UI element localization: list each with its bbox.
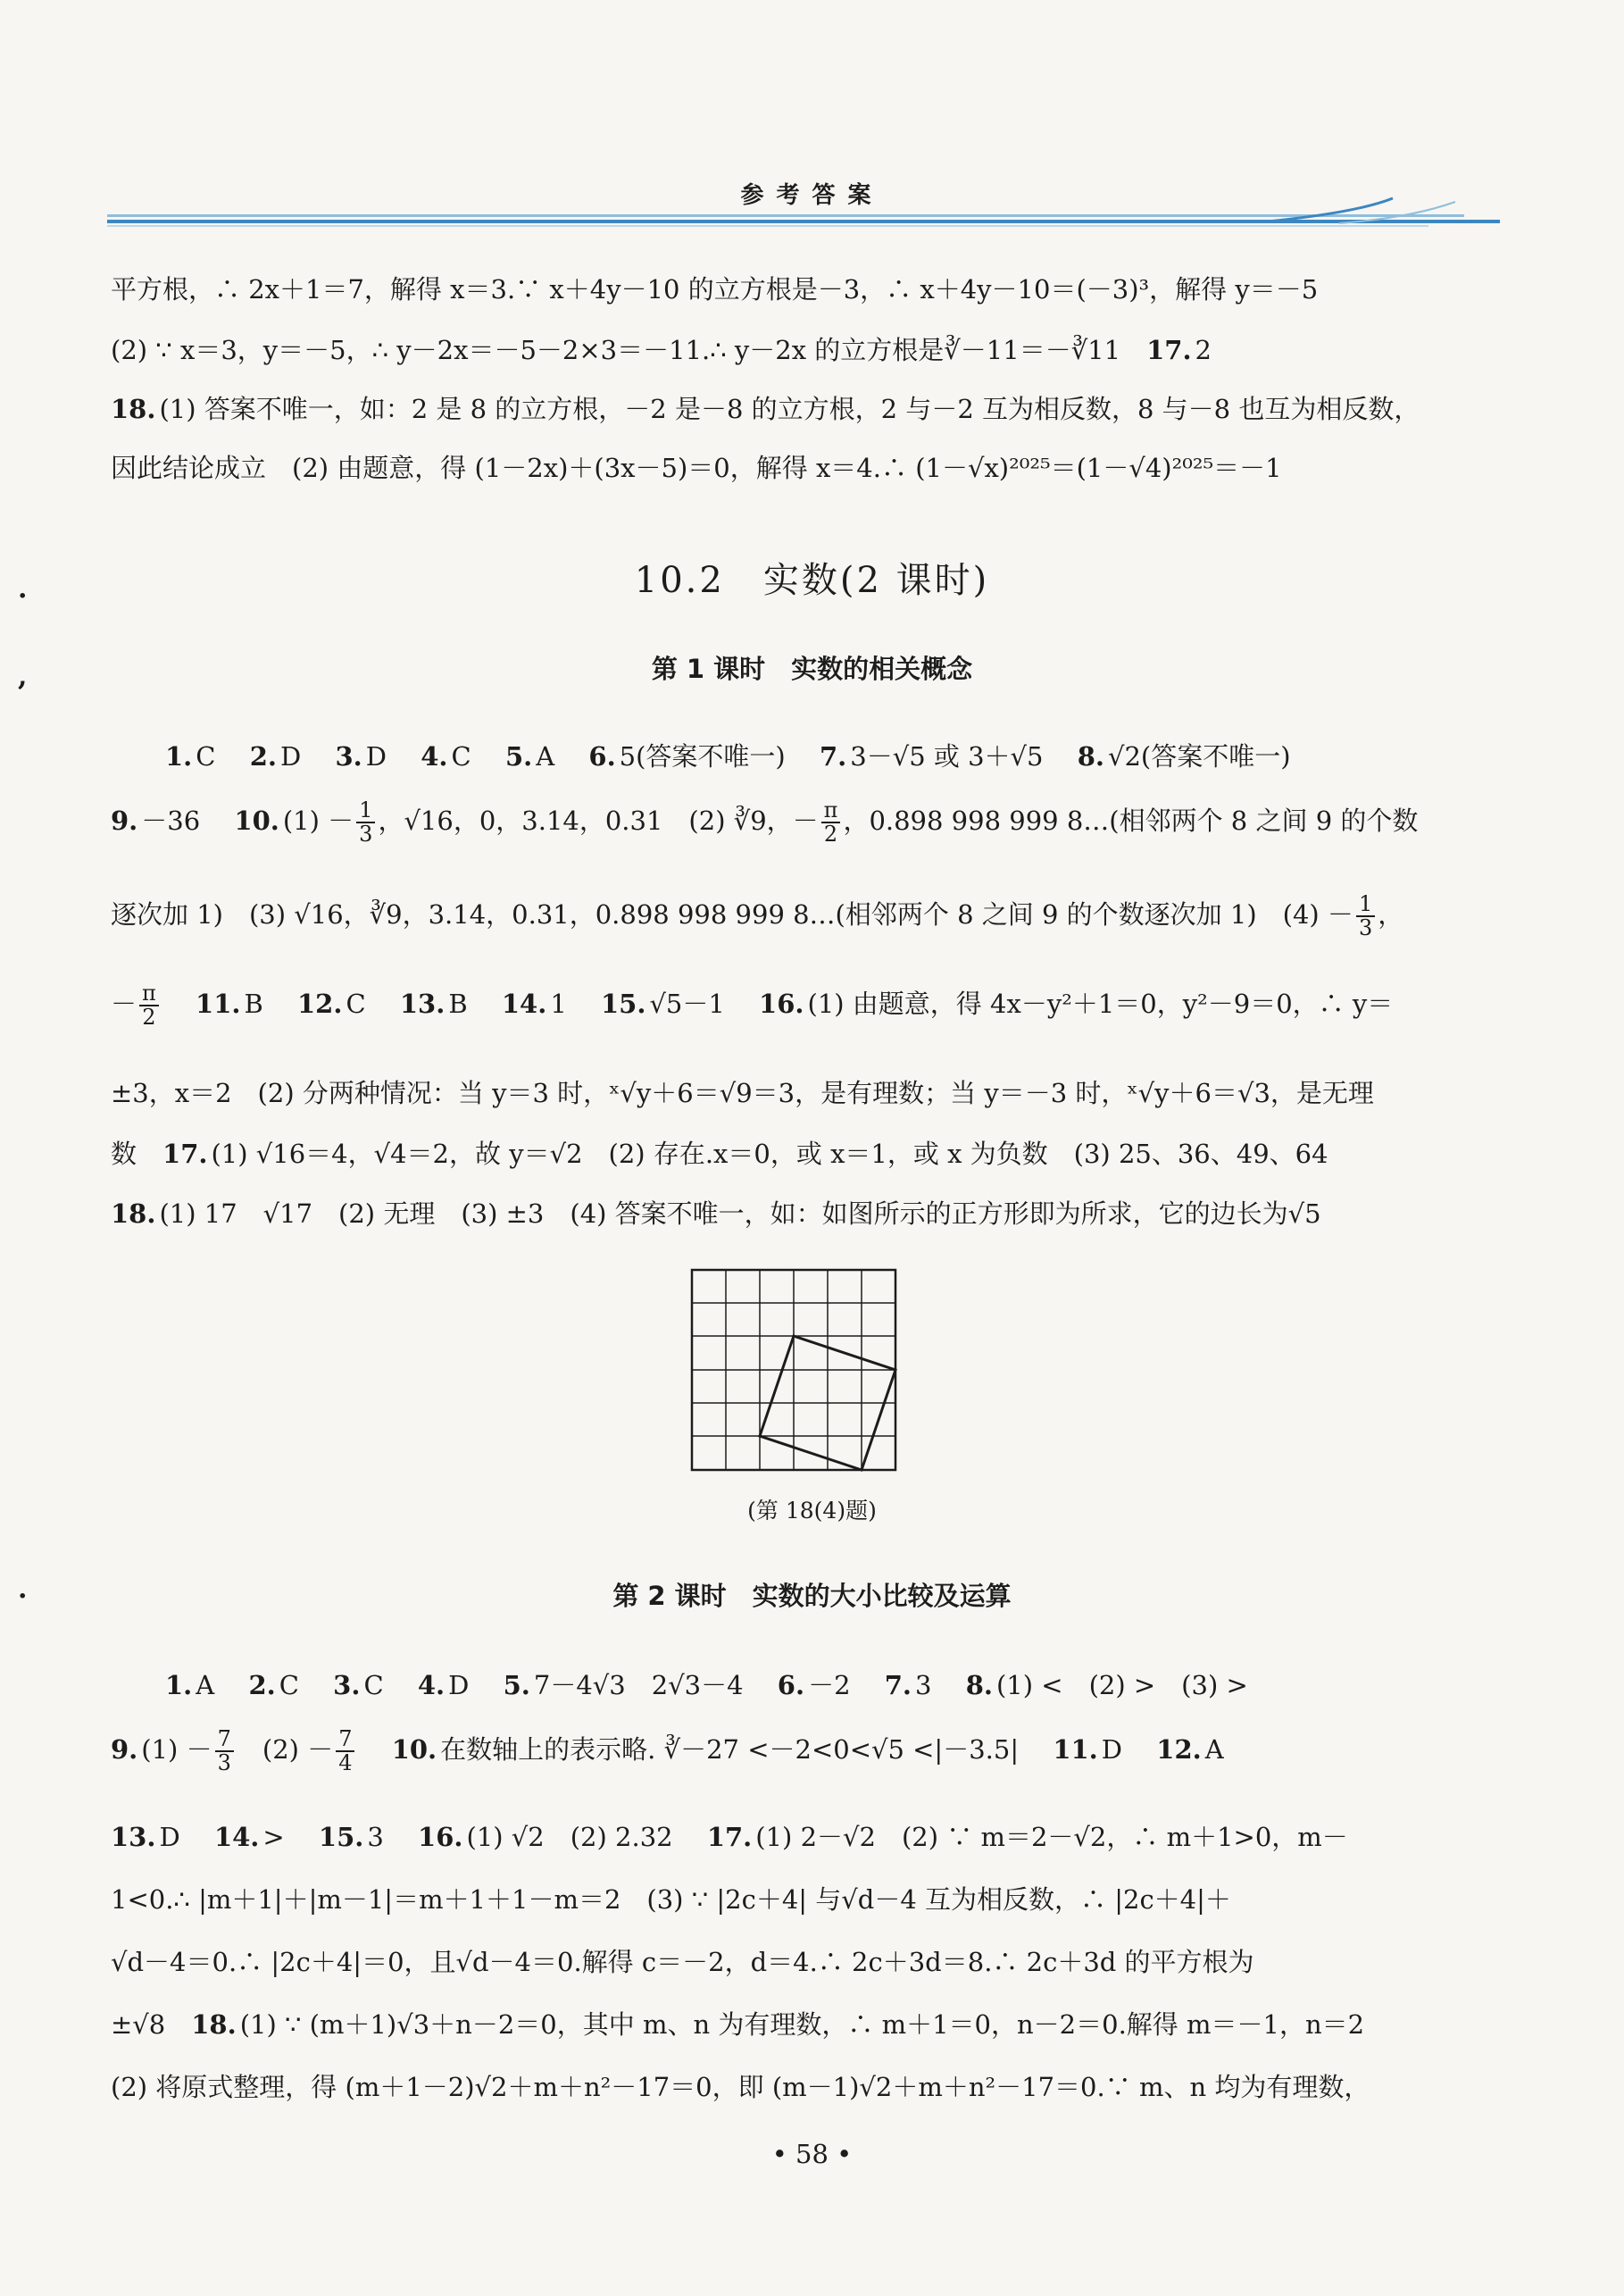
answer-line: 1<0.∴ |m＋1|＋|m－1|＝m＋1＋1－m＝2 (3) ∵ |2c＋4| 与√d－4 互为相反数，∴ |2c＋4|＋ <box>111 1884 1231 1915</box>
answer-line: (2) 将原式整理，得 (m＋1－2)√2＋m＋n²－17＝0，即 (m－1)√2＋m＋n²－17＝0.∵ m、n 均为有理数， <box>111 2072 1370 2102</box>
answer-line: ±√8 18. (1) ∵ (m＋1)√3＋n－2＝0，其中 m、n 为有理数，∴ m＋1＝0，n－2＝0.解得 m＝－1，n＝2 <box>111 2009 1365 2040</box>
lesson-title: 第 1 课时 实数的相关概念 <box>651 654 973 684</box>
answer-line: 因此结论成立 (2) 由题意，得 (1－2x)＋(3x－5)＝0，解得 x＝4.∴ (1－√x)²⁰²⁵＝(1－√4)²⁰²⁵＝－1 <box>111 453 1282 483</box>
answer-line: 1. C 2. D 3. D 4. C 5. A 6. 5(答案不唯一) 7. 3－√5 或 3＋√5 8. √2(答案不唯一) <box>165 741 1291 772</box>
answer-line: 9. (1) － $\frac{7}{3}$ (2) － $\frac{7}{4}$ 10. 在数轴上的表示略. ∛－27 <－2<0<√5 <|－3.5| 11. D 12. A <box>111 1726 1224 1776</box>
answer-line: 数 17. (1) √16＝4，√4＝2，故 y＝√2 (2) 存在.x＝0，或 x＝1，或 x 为负数 (3) 25、36、49、64 <box>111 1139 1328 1169</box>
header-title: 参考答案 <box>740 182 884 209</box>
answer-line: 18. (1) 答案不唯一，如：2 是 8 的立方根，－2 是－8 的立方根，2 与－2 互为相反数，8 与－8 也互为相反数， <box>111 394 1420 424</box>
fraction: $\frac{7}{3}$ <box>215 1728 234 1774</box>
page-number: • 58 • <box>771 2139 853 2169</box>
fraction: $\frac{\pi}{2}$ <box>139 982 159 1029</box>
header-decoration <box>107 195 1500 230</box>
fraction: $\frac{1}{3}$ <box>356 799 375 846</box>
margin-mark: , <box>18 661 28 692</box>
answer-line: 18. (1) 17 √17 (2) 无理 (3) ±3 (4) 答案不唯一，如：如图所示的正方形即为所求，它的边长为√5 <box>111 1198 1321 1229</box>
fraction: $\frac{7}{4}$ <box>336 1728 354 1774</box>
answer-line: ±3，x＝2 (2) 分两种情况：当 y＝3 时，ˣ√y＋6＝√9＝3，是有理数；当 y＝－3 时，ˣ√y＋6＝√3，是无理 <box>111 1078 1374 1108</box>
answer-line: 13. D 14. > 15. 3 16. (1) √2 (2) 2.32 17. (1) 2－√2 (2) ∵ m＝2－√2，∴ m＋1>0，m－ <box>111 1822 1348 1852</box>
margin-mark: · <box>18 1581 28 1612</box>
grid-figure <box>690 1268 899 1474</box>
figure-caption: (第 18(4)题) <box>747 1498 877 1524</box>
section-title: 10.2 实数(2 课时) <box>634 560 990 601</box>
fraction: $\frac{\pi}{2}$ <box>821 799 841 846</box>
answer-line: √d－4＝0.∴ |2c＋4|＝0，且√d－4＝0.解得 c＝－2，d＝4.∴ 2c＋3d＝8.∴ 2c＋3d 的平方根为 <box>111 1947 1254 1977</box>
answer-line: 9. －36 10. (1) － $\frac{1}{3}$ ，√16，0，3.14，0.31 (2) ∛9，－ $\frac{\pi}{2}$ ，0.898 998 999 8…(相邻两个 8 之间 9 的个数 <box>111 797 1419 847</box>
answer-line: 1. A 2. C 3. C 4. D 5. 7－4√3 2√3－4 6. －2 7. 3 8. (1) < (2) > (3) > <box>165 1670 1248 1700</box>
lesson-title: 第 2 课时 实数的大小比较及运算 <box>612 1581 1012 1611</box>
answer-line: 逐次加 1) (3) √16，∛9，3.14，0.31，0.898 998 999 8…(相邻两个 8 之间 9 的个数逐次加 1) (4) － $\frac{1}{3}$ ， <box>111 891 1404 941</box>
answer-line: － $\frac{\pi}{2}$ 11. B 12. C 13. B 14. 1 15. √5－1 16. (1) 由题意，得 4x－y²＋1＝0，y²－9＝0，∴ y＝ <box>111 981 1394 1031</box>
answer-line: 平方根，∴ 2x＋1＝7，解得 x＝3.∵ x＋4y－10 的立方根是－3，∴ x＋4y－10＝(－3)³，解得 y＝－5 <box>111 274 1319 305</box>
margin-mark: · <box>18 580 28 612</box>
fraction: $\frac{1}{3}$ <box>1356 893 1375 939</box>
answer-line: (2) ∵ x＝3，y＝－5，∴ y－2x＝－5－2×3＝－11.∴ y－2x 的立方根是∛－11＝－∛11 17. 2 <box>111 335 1212 365</box>
grid-lines <box>692 1270 895 1470</box>
